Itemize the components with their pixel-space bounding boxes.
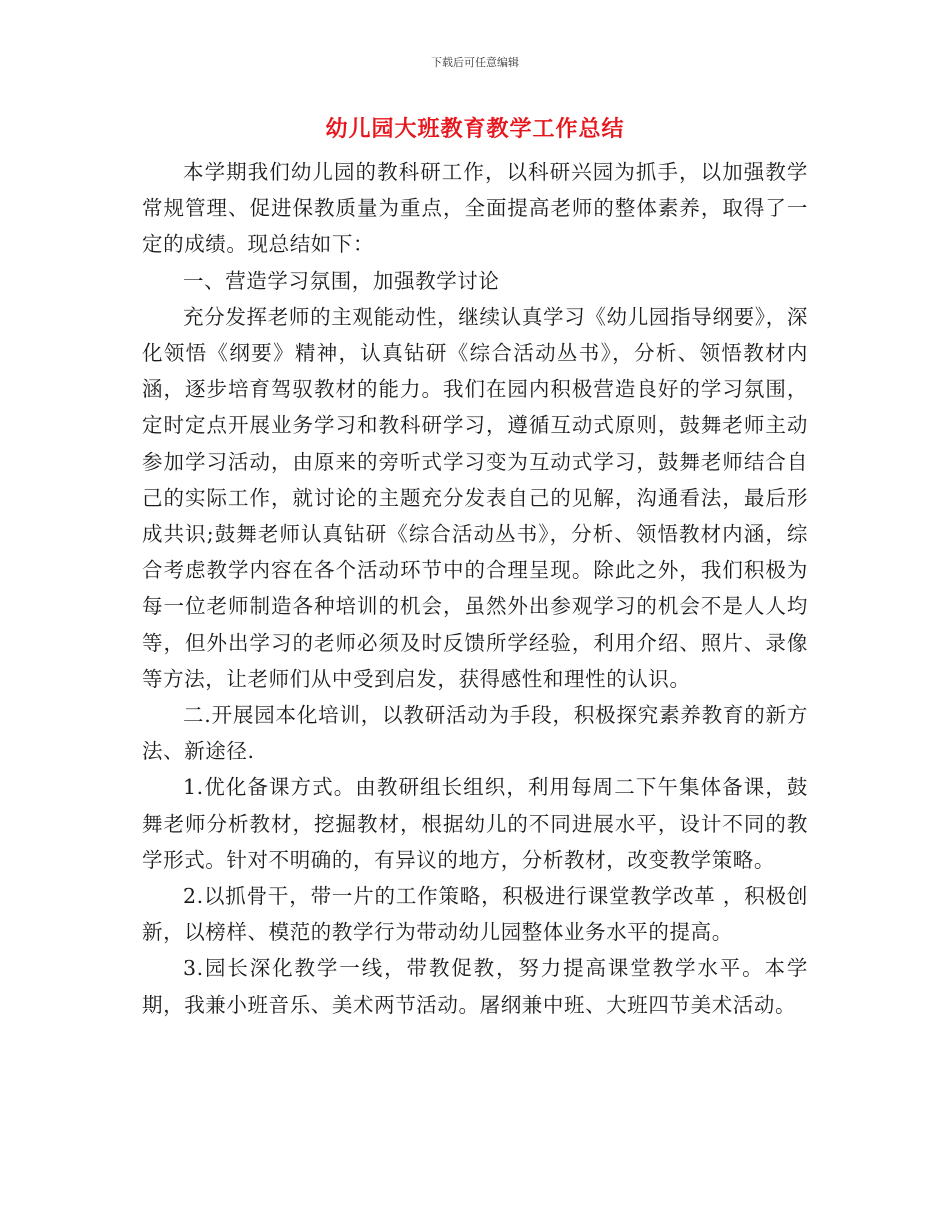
section-heading-2: 二.开展园本化培训，以教研活动为手段，积极探究素养教育的新方法、新途径. (142, 703, 808, 764)
paragraph-intro: 本学期我们幼儿园的教科研工作，以科研兴园为抓手，以加强教学常规管理、促进保教质量为重点，全面提高老师的整体素养，取得了一定的成绩。现总结如下： (142, 160, 808, 257)
paragraph-item-1: 1.优化备课方式。由教研组长组织，利用每周二下午集体备课，鼓舞老师分析教材，挖掘教材，根据幼儿的不同进展水平，设计不同的教学形式。针对不明确的，有异议的地方，分析教材，改变教学策略。 (142, 775, 808, 872)
document-body (142, 154, 808, 1023)
paragraph-item-3: 3.园长深化教学一线，带教促教，努力提高课堂教学水平。本学期，我兼小班音乐、美术两节活动。屠纲兼中班、大班四节美术活动。 (142, 956, 808, 1017)
paragraph-learning: 充分发挥老师的主观能动性，继续认真学习《幼儿园指导纲要》，深化领悟《纲要》精神，认真钻研《综合活动丛书》，分析、领悟教材内涵，逐步培育驾驭教材的能力。我们在园内积极营造良好的学习氛围，定时定点开展业务学习和教科研学习，遵循互动式原则，鼓舞老师主动参加学习活动，由原来的旁听式学习变为互动式学习，鼓舞老师结合自己的实际工作，就讨论的主题充分发表自己的见解，沟通看法，最后形成共识;鼓舞老师认真钻研《综合活动丛书》，分析、领悟教材内涵，综合考虑教学内容在各个活动环节中的合理呈现。除此之外，我们积极为每一位老师制造各种培训的机会，虽然外出参观学习的机会不是人人均等，但外出学习的老师必须及时反馈所学经验，利用介绍、照片、录像等方法，让老师们从中受到启发，获得感性和理性的认识。 (142, 304, 808, 691)
paragraph-item-2: 2.以抓骨干，带一片的工作策略，积极进行课堂教学改革 ，积极创新，以榜样、模范的教学行为带动幼儿园整体业务水平的提高。 (142, 884, 808, 945)
header-note: 下载后可任意编辑 (431, 56, 519, 69)
document-title: 幼儿园大班教育教学工作总结 (325, 117, 625, 142)
section-heading-1: 一、营造学习氛围，加强教学讨论 (183, 268, 500, 293)
